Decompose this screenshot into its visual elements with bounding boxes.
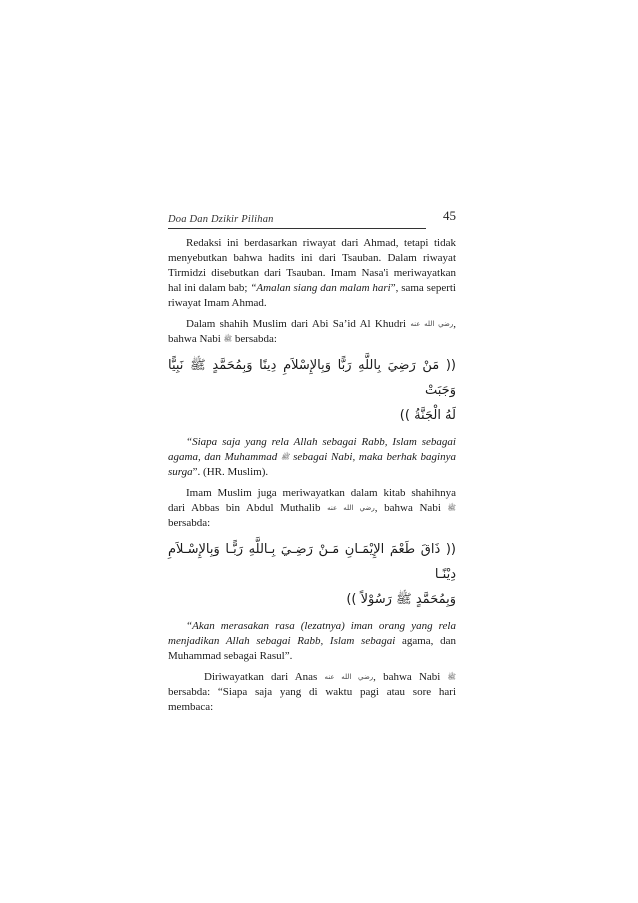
- radhiyallahu-anhu-icon: رضي الله عنه: [327, 504, 375, 512]
- radhiyallahu-anhu-icon: رضي الله عنه: [324, 673, 374, 681]
- paragraph-3-text: “Siapa saja yang rela Allah sebagai Rabb, Islam sebagai agama, dan Muhammad: [168, 436, 456, 463]
- paragraph-5-end: agama, dan Muhammad sebagai Rasul”.: [168, 635, 456, 662]
- page-header: [168, 208, 456, 230]
- radhiyallahu-anhu-icon: رضي الله عنه: [410, 320, 454, 328]
- paragraph-5-translation: [168, 619, 456, 664]
- page-body: [168, 236, 456, 721]
- paragraph-1: [168, 236, 456, 311]
- paragraph-1-end: ”, sama seperti riwayat Imam Ahmad.: [168, 282, 456, 309]
- arabic-hadith-1-line-2: لَهُ الْجَنَّةُ )): [399, 408, 456, 423]
- paragraph-6-text: Diriwayatkan dari Anas: [204, 671, 325, 683]
- salallahu-alaihi-wasallam-icon: ﷺ: [447, 504, 456, 512]
- page-number: 45: [443, 208, 456, 223]
- running-title: Doa Dan Dzikir Pilihan: [168, 214, 274, 225]
- paragraph-4-mid: , bahwa Nabi: [374, 502, 448, 514]
- paragraph-1-book-title: “Amalan siang dan malam hari: [250, 282, 391, 294]
- paragraph-2: [168, 317, 456, 347]
- salallahu-alaihi-wasallam-icon: ﷺ: [447, 673, 456, 681]
- salallahu-alaihi-wasallam-icon: ﷺ: [280, 453, 290, 461]
- header-rule: [168, 228, 426, 229]
- paragraph-4: [168, 486, 456, 531]
- paragraph-3-source: ”. (HR. Muslim).: [192, 466, 269, 478]
- paragraph-2-mid: , bahwa Nabi: [168, 318, 456, 345]
- arabic-hadith-1: [168, 353, 456, 428]
- paragraph-3-mid: sebagai Nabi, maka berhak baginya surga: [168, 451, 456, 478]
- paragraph-3-translation: [168, 435, 456, 480]
- paragraph-6-mid: , bahwa Nabi: [373, 671, 448, 683]
- arabic-hadith-2-line-2: وَبِمُحَمَّدٍ ﷺ رَسُوْلاً )): [346, 592, 456, 607]
- paragraph-6-end: bersabda: “Siapa saja yang di waktu pagi atau sore hari membaca:: [168, 686, 456, 713]
- salallahu-alaihi-wasallam-icon: ﷺ: [223, 335, 233, 343]
- arabic-hadith-2: [168, 537, 456, 612]
- arabic-hadith-1-line-1: (( مَنْ رَضِيَ بِاللَّهِ رَبًّا وَبِالإِسْلاَمِ دِينًا وَبِمُحَمَّدٍ ﷺ نَبِيًّا وَجَبَتْ: [168, 358, 456, 398]
- arabic-hadith-2-line-1: (( ذَاقَ طَعْمَ الإِيْمَـانِ مَـنْ رَضِـيَ بِـاللَّهِ رَبًّـا وَبِالإِسْـلاَمِ دِيْنًـا: [168, 542, 456, 582]
- paragraph-4-text: Imam Muslim juga meriwayatkan dalam kitab shahihnya dari Abbas bin Abdul Muthalib: [168, 487, 456, 514]
- paragraph-2-text: Dalam shahih Muslim dari Abi Sa’id Al Khudri: [186, 318, 411, 330]
- paragraph-4-end: bersabda:: [168, 517, 211, 529]
- paragraph-2-end: bersabda:: [232, 333, 277, 345]
- paragraph-5-text: “Akan merasakan rasa (lezatnya) iman orang yang rela menjadikan Allah sebagai Rabb, Islam sebagai: [168, 620, 456, 647]
- paragraph-1-text: Redaksi ini berdasarkan riwayat dari Ahmad, tetapi tidak menyebutkan bahwa hadits ini dari Tsauban. Dalam riwayat Tirmidzi disebutkan dari Tsauban. Imam Nasa'i meriwayatkan hal ini dalam bab;: [168, 237, 456, 294]
- paragraph-6: [168, 670, 456, 715]
